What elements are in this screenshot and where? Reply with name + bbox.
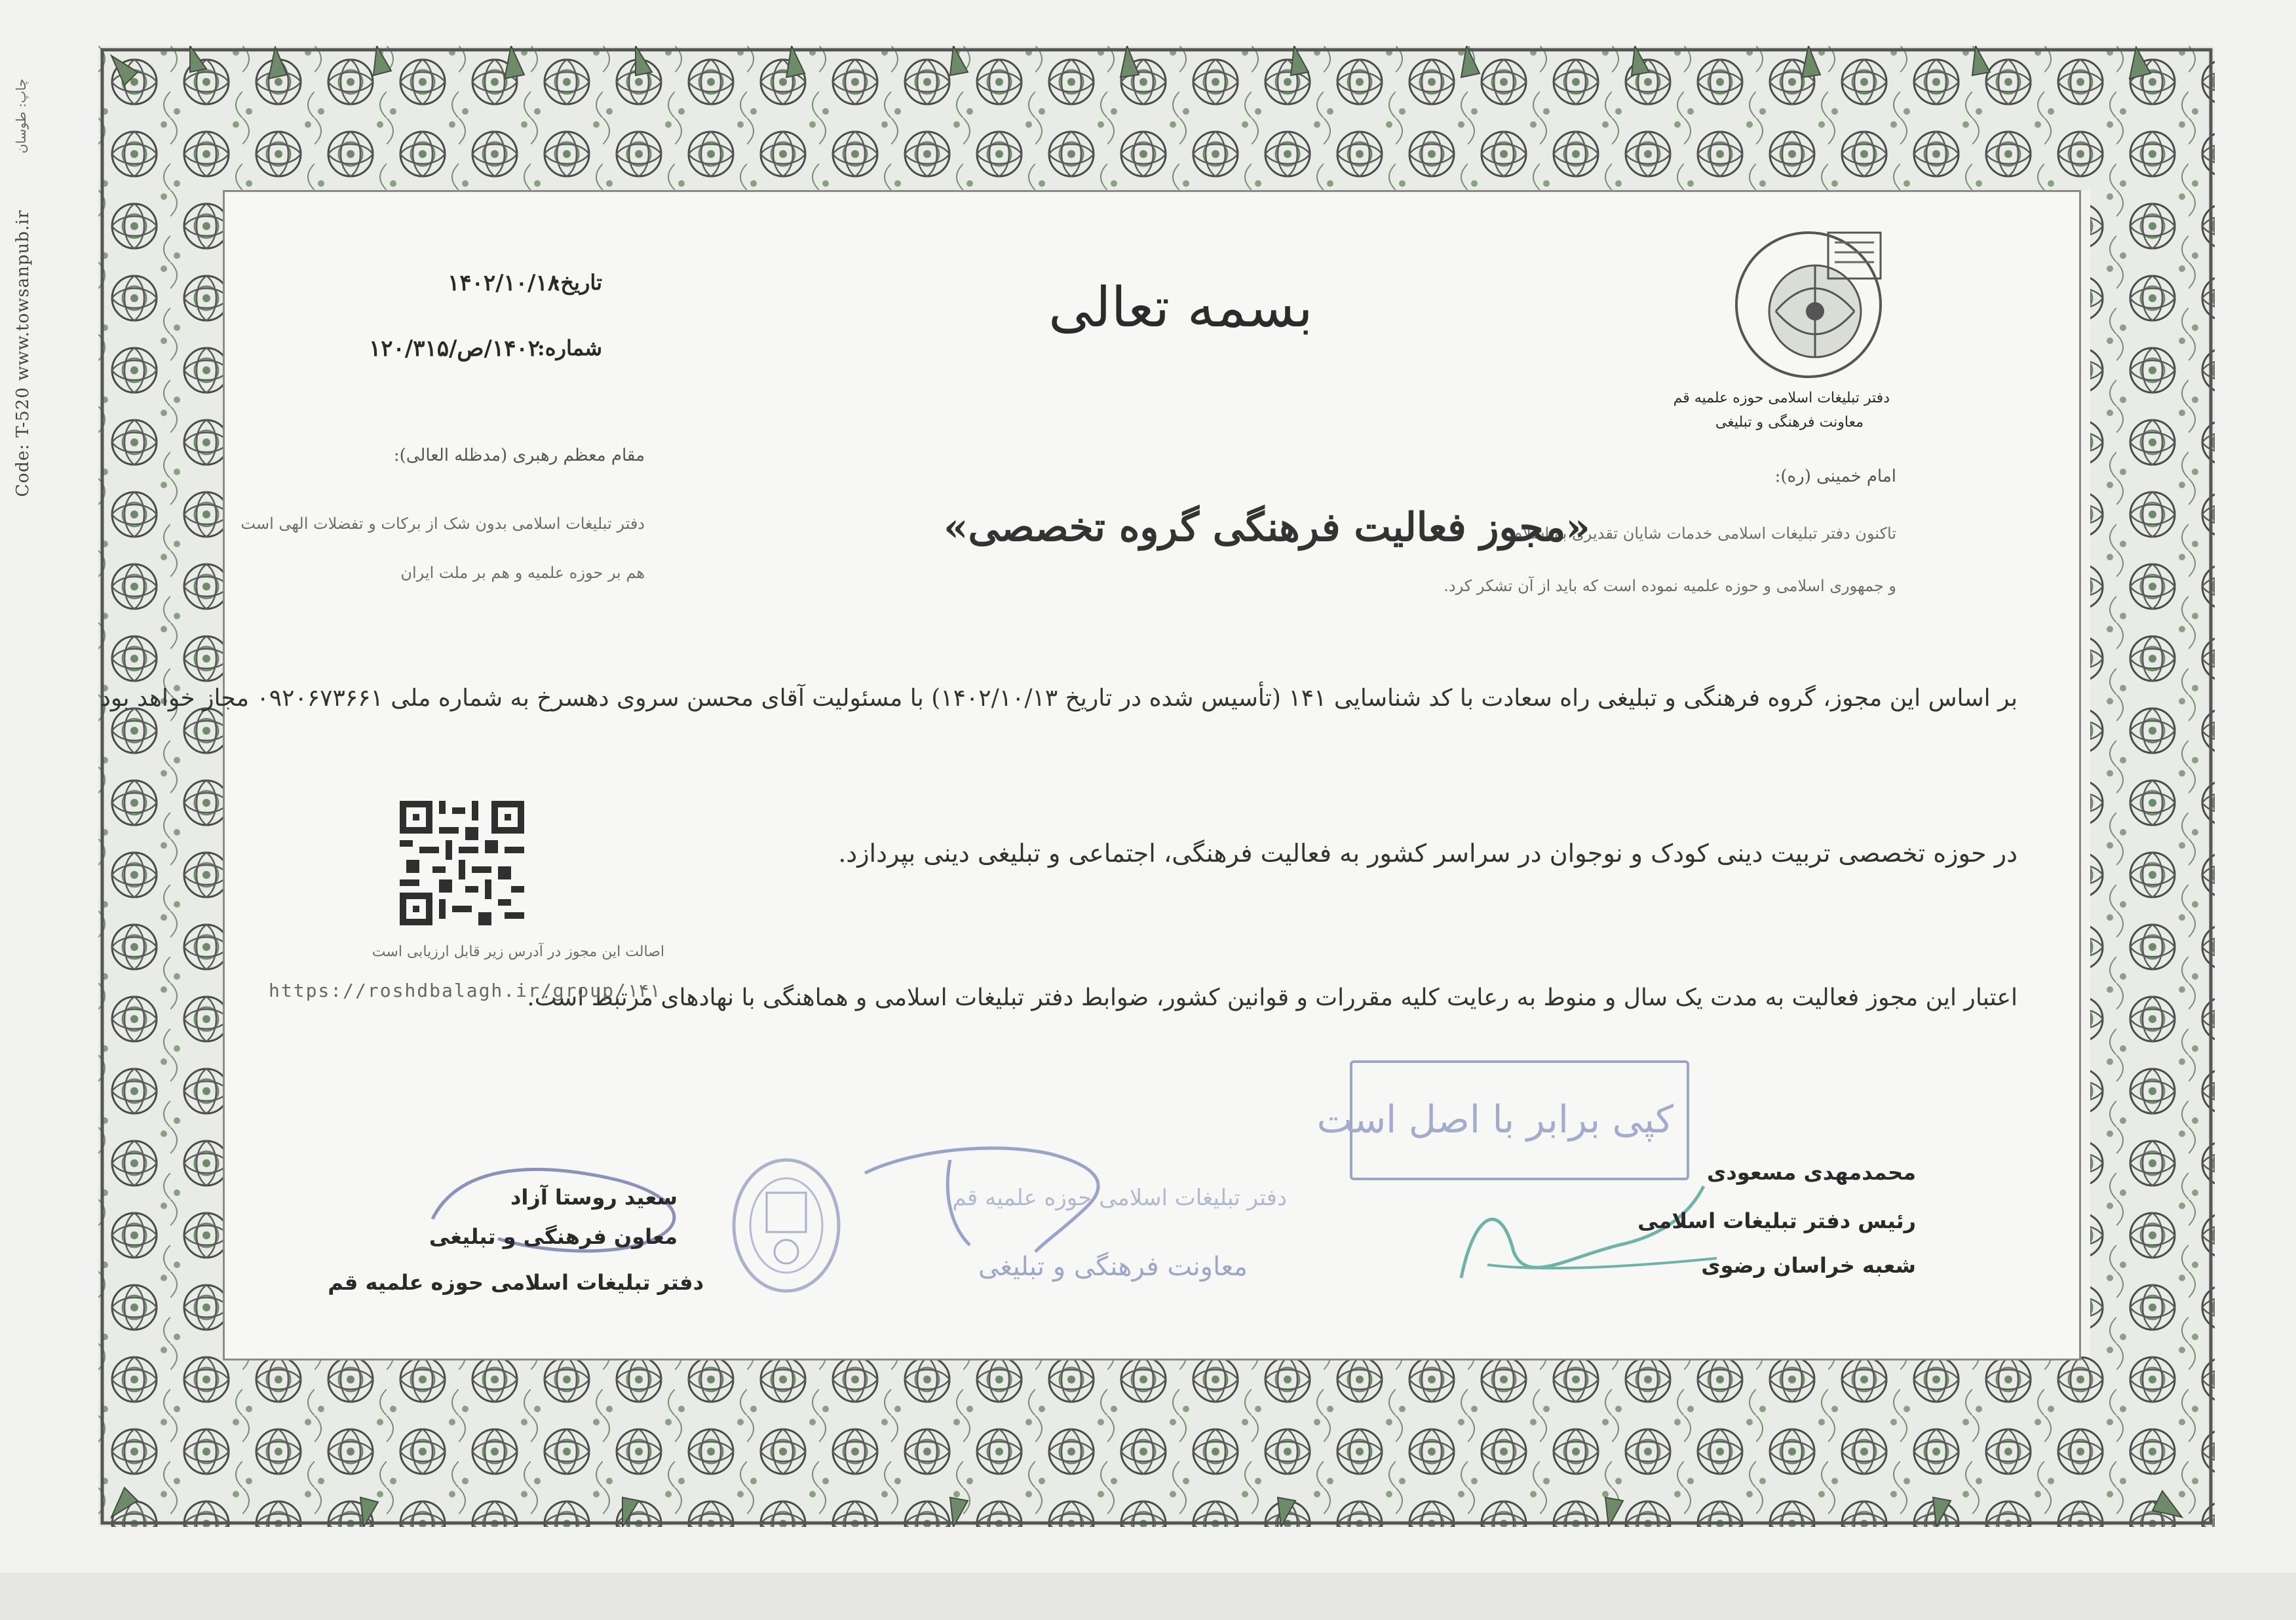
round-seal-stamp <box>727 1153 845 1298</box>
right-signatory-name: محمدمهدی مسعودی <box>1707 1160 1916 1185</box>
organization-logo <box>1730 226 1887 383</box>
logo-caption-line1: دفتر تبلیغات اسلامی حوزه علمیه قم <box>1673 390 1890 406</box>
left-signatory-name: سعید روستا آزاد <box>510 1185 678 1210</box>
left-signatory-org: دفتر تبلیغات اسلامی حوزه علمیه قم <box>328 1270 704 1295</box>
left-quote-line2: هم بر حوزه علمیه و هم بر ملت ایران <box>400 564 645 582</box>
scanner-edge <box>0 1573 2296 1620</box>
basmala: بسمه تعالی <box>1048 275 1313 339</box>
left-quote-heading: مقام معظم رهبری (مدظله العالی): <box>393 446 645 465</box>
seal-text-line1: دفتر تبلیغات اسلامی حوزه علمیه قم <box>952 1185 1287 1211</box>
printer-small-text: چاپ: طوسان <box>13 79 29 154</box>
copy-conformity-stamp <box>1316 1060 1689 1180</box>
date-value: ۱۴۰۲/۱۰/۱۸ <box>448 270 560 296</box>
printer-code: Code: T-520 www.towsanpub.ir <box>13 210 33 497</box>
right-quote-line1: تاکنون دفتر تبلیغات اسلامی خدمات شایان تقدیری به اسلام <box>1512 524 1896 543</box>
certificate-title: «مجوز فعالیت فرهنگی گروه تخصصی» <box>944 505 1590 550</box>
number-value: ۱۴۰۲/ص/۱۲۰/۳۱۵ <box>369 336 540 362</box>
right-signature <box>1448 1173 1730 1298</box>
date-label: تاریخ: <box>552 270 602 295</box>
logo-caption-line2: معاونت فرهنگی و تبلیغی <box>1715 414 1864 431</box>
right-signatory-role: رئیس دفتر تبلیغات اسلامی <box>1637 1208 1916 1233</box>
body-line-1: بر اساس این مجوز، گروه فرهنگی و تبلیغی راه سعادت با کد شناسایی ۱۴۱ (تأسیس شده در تاریخ ۱۴۰۲/۱۰/۱۳) با مسئولیت آقای محسن سروی دهسرخ به شماره ملی ۰۹۲۰۶۷۳۶۶۱ مجاز خواهد بود <box>100 685 2018 712</box>
copy-stamp-text: کپی برابر با اصل است <box>1316 1097 1674 1142</box>
seal-text-line2: معاونت فرهنگی و تبلیغی <box>978 1252 1248 1282</box>
center-signature <box>852 1114 1127 1284</box>
right-quote-line2: و جمهوری اسلامی و حوزه علمیه نموده است که باید از آن تشکر کرد. <box>1444 577 1896 595</box>
verification-qr-code[interactable] <box>400 801 524 925</box>
left-signatory-role: معاون فرهنگی و تبلیغی <box>429 1224 678 1249</box>
verify-caption: اصالت این مجوز در آدرس زیر قابل ارزیابی است <box>372 944 664 960</box>
verify-url[interactable]: https://roshdbalagh.ir/group/۱۴۱ <box>269 980 660 1001</box>
seal-emblem-icon <box>727 1153 845 1298</box>
number-label: شماره: <box>537 336 602 360</box>
body-line-2: در حوزه تخصصی تربیت دینی کودک و نوجوان در سراسر کشور به فعالیت فرهنگی، اجتماعی و تبلیغی دینی بپردازد. <box>838 839 2018 868</box>
globe-emblem-icon <box>1730 226 1887 383</box>
qr-code-icon <box>400 801 524 925</box>
body-line-3: اعتبار این مجوز فعالیت به مدت یک سال و منوط به رعایت کلیه مقررات و قوانین کشور، ضوابط دفتر تبلیغات اسلامی و هماهنگی با نهادهای مرتبط است. <box>527 984 2018 1011</box>
right-signatory-org: شعبه خراسان رضوی <box>1701 1253 1916 1278</box>
right-quote-heading: امام خمینی (ره): <box>1774 467 1896 486</box>
left-quote-line1: دفتر تبلیغات اسلامی بدون شک از برکات و تفضلات الهی است <box>240 514 645 533</box>
